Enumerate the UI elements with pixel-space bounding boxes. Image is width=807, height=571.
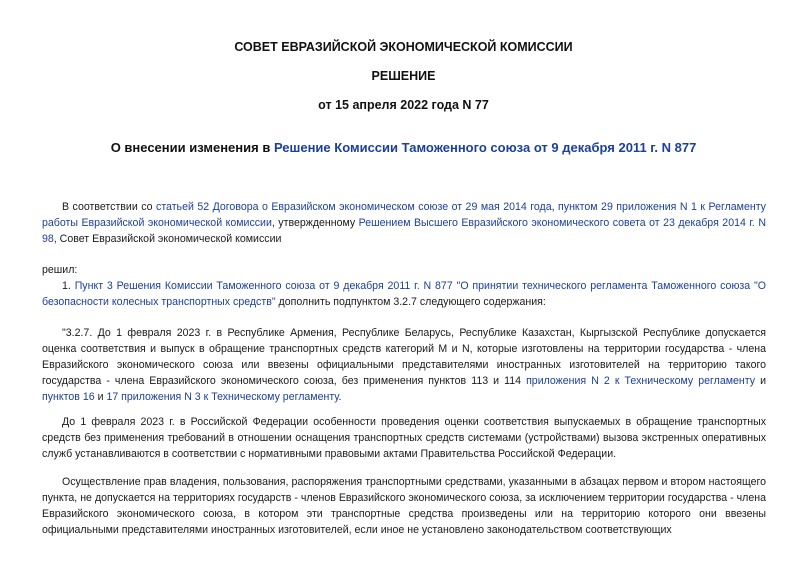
item-1-paragraph [42, 278, 766, 310]
link-annex-3[interactable]: 17 приложения N 3 к Техническому регламенту [106, 391, 339, 403]
preamble-text: В соответствии со [62, 201, 157, 213]
quoted-subpoint-paragraph [42, 325, 766, 405]
link-article-52[interactable]: статьей 52 Договора о Евразийском экономическом союзе от 29 мая 2014 года [156, 201, 552, 213]
link-annex-2[interactable]: приложения N 2 к Техническому регламенту [526, 375, 756, 387]
document-subject [0, 140, 807, 155]
document-date: от 15 апреля 2022 года N 77 [318, 98, 489, 112]
link-points-16[interactable]: пунктов 16 [42, 391, 95, 403]
preamble-paragraph [42, 199, 766, 247]
document-type: РЕШЕНИЕ [371, 69, 436, 83]
link-point-3-decision-877[interactable]: Пункт 3 Решения Комиссии Таможенного союза от 9 декабря 2011 г. N 877 "О принятии технического регламента Таможенного союза "О безопасности колесных транспортных средств" [42, 280, 766, 308]
preamble-text: , [551, 201, 559, 213]
quote-text: "3.2.7. До 1 февраля 2023 г. в Республике Армения, Республике Беларусь, Республике Казахстан, Кыргызской Республике допускается оценка соответствия и выпуск в обращение транспортных средств категорий M и N, которые изготовлены на территории государства - члена Евразийского экономического союза или ввезены официальными представителями иностранных изготовителей на территорию такого государства - члена Евразийского экономического союза, без применения пунктов 113 и 114 [42, 327, 766, 387]
quote-text: . [338, 391, 342, 403]
russia-paragraph: До 1 февраля 2023 г. в Российской Федерации особенности проведения оценки соответствия выпускаемых в обращение транспортных средств без применения требований в отношении оснащения транспортных средств системами (устройствами) вызова экстренных оперативных служб устанавливаются в соответствии с нормативными правовыми актами Правительства Российской Федерации. [42, 416, 766, 460]
subject-prefix: О внесении изменения в [110, 140, 274, 155]
quote-text: и [755, 375, 766, 387]
resolved-label: решил: [42, 264, 78, 276]
council-title: СОВЕТ ЕВРАЗИЙСКОЙ ЭКОНОМИЧЕСКОЙ КОМИССИИ [234, 40, 573, 54]
item-1-text: дополнить подпунктом 3.2.7 следующего содержания: [275, 296, 546, 308]
preamble-text: , Совет Евразийской экономической комиссии [53, 233, 282, 245]
link-regulation-item-29[interactable]: пунктом 29 приложения N 1 к Регламенту работы Евразийской экономической комиссии [42, 201, 766, 229]
link-decision-98[interactable]: Решением Высшего Евразийского экономического совета от 23 декабря 2014 г. N 98 [42, 217, 766, 245]
preamble-text: , утвержденному [271, 217, 359, 229]
quote-text: и [94, 391, 107, 403]
item-1-number: 1. [62, 280, 75, 292]
rights-paragraph: Осуществление прав владения, пользования, распоряжения транспортными средствами, указанными в абзацах первом и втором настоящего пункта, не допускается на территориях государств - членов Евразийского экономического союза, за исключением территории государства - члена Евразийского экономического союза, в котором эти транспортные средства произведены или на территорию которого они ввезены официальными представителями иностранных изготовителей, если иное не установлено законодательством соответствующих [42, 476, 766, 536]
link-decision-877[interactable]: Решение Комиссии Таможенного союза от 9 декабря 2011 г. N 877 [273, 140, 697, 155]
